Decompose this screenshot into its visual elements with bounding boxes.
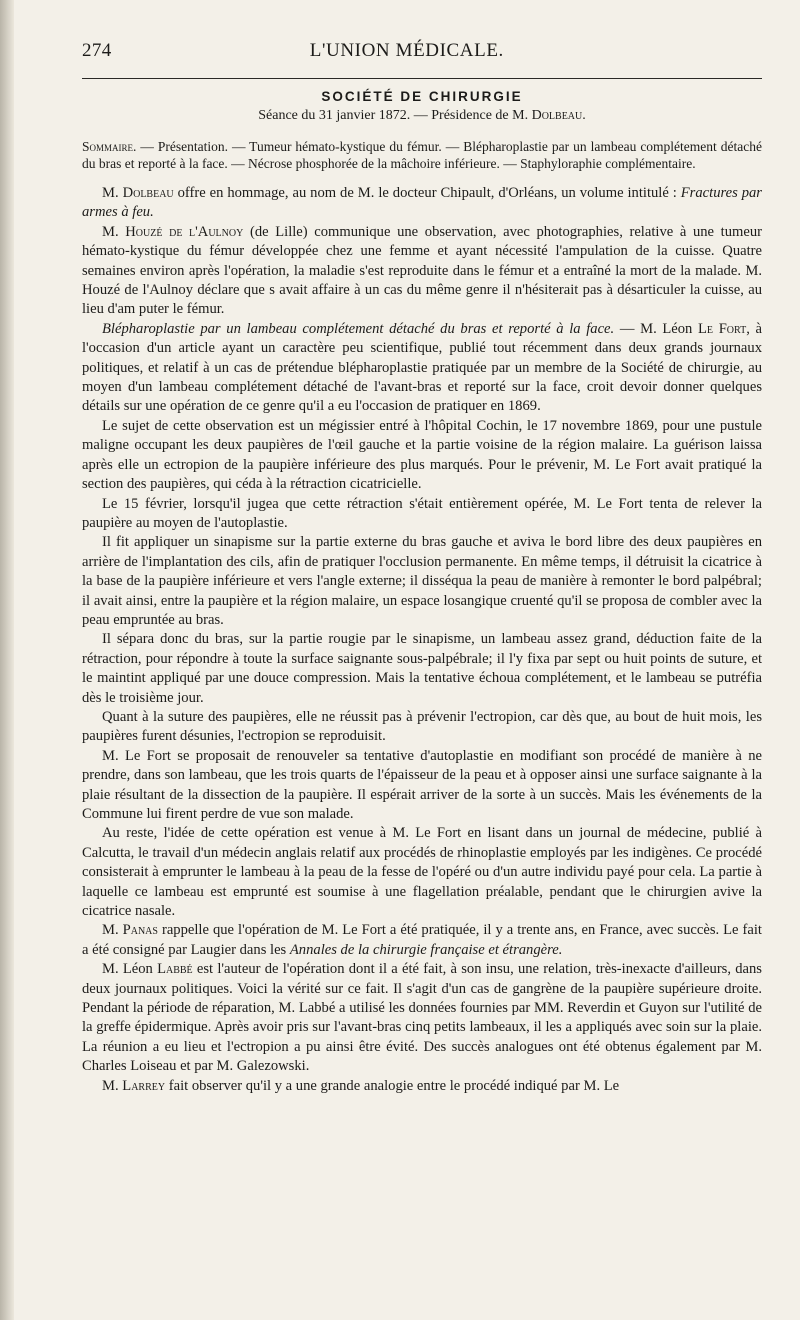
session-line [82,108,762,124]
paragraph-13 [82,1077,762,1096]
paragraph-4: Le sujet de cette observation est un mégissier entré à l'hôpital Cochin, le 17 novembre 1869, pour une pustule maligne occupant les deux paupières de l'œil gauche et la partie voisine de la région malaire. La guérison laissa après elle un ectropion de la paupière inférieure des plus marqués. Pour le prévenir, M. Le Fort avait pratiqué la section des paupières, qui céda à la rétraction cicatricielle. [82,417,762,493]
p12-text-b: est l'auteur de l'opération dont il a été fait, à son insu, une relation, très-inexacte d'ailleurs, dans deux journaux politiques. Voici la vérité sur ce fait. Il s'agit d'un cas de gangrène de la paupière supérieure droite. Pendant la période de réparation, M. Labbé a utilisé les données fournies par MM. Reverdin et Guyon sur l'utilité de la greffe épidermique. Après avoir pris sur l'avant-bras cinq petits lambeaux, il les a appliqués avec soin sur la plaie. La réunion a eu lieu et l'ectropion a pu ainsi être évité. Des succès analogues ont été obtenus également par M. Charles Loiseau et par M. Galezowski. [82,961,762,1075]
p13-text-b: fait observer qu'il y a une grande analogie entre le procédé indiqué par M. Le [165,1077,620,1094]
paragraph-7: Il sépara donc du bras, sur la partie rougie par le sinapisme, un lambeau assez grand, déduction faite de la rétraction, pour répondre à toute la surface saignante sous-palpébrale; il l'y fixa par sept ou huit points de suture, et le maintint appliqué par une douce compression. Mais la tentative échoua complétement, et le lambeau se putréfia dès le troisième jour. [82,631,762,706]
p1-book-title: Fractures par armes à feu. [82,185,762,221]
header-rule [82,78,762,79]
running-head [82,40,762,74]
paragraph-2 [82,223,762,320]
p12-text-a: M. Léon [102,961,158,978]
paragraph-8: Quant à la suture des paupières, elle ne réussit pas à prévenir l'ectropion, car dès que, au bout de huit mois, les paupières furent désunies, l'ectropion se reproduisit. [82,708,762,745]
paragraph-9: M. Le Fort se proposait de renouveler sa tentative d'autoplastie en modifiant son procédé de manière à ne prendre, dans son lambeau, que les trois quarts de l'épaisseur de la peau et à opposer ainsi une surface saignante à la plaie résultant de la dissection de la paupière. Il espérait arriver de la sorte à un succès. Mais les événements de la Commune lui firent perdre de vue son malade. [82,747,762,822]
p3-text-a: — M. Léon [614,320,699,337]
page-number: 274 [82,40,112,61]
p2-speaker: Houzé de l'Aulnoy [125,223,244,240]
p2-text-a: M. [102,223,126,240]
p3-topic-heading: Blépharoplastie par un lambeau complétement détaché du bras et reporté à la face. [102,320,615,337]
paragraph-6: Il fit appliquer un sinapisme sur la partie externe du bras gauche et aviva le bord libre des deux paupières en arrière de l'implantation des cils, afin de pratiquer l'occlusion permanente. En même temps, il détruisit la cicatrice à la base de la paupière inférieure et vers l'angle externe; il disséqua la peau de manière à remonter le bord palpébral; il avait ainsi, entre la paupière et la région malaire, un espace losangique cruenté qu'il se proposa de combler avec la peau empruntée au bras. [82,534,762,628]
session-prefix: Séance du 31 janvier 1872. — Présidence de M. [258,108,532,123]
p11-journal-title: Annales de la chirurgie française et étrangère. [289,941,563,958]
summary-label: Sommaire. [82,139,137,154]
p1-text-a: M. [102,185,123,201]
session-president: Dolbeau. [531,108,586,123]
p13-speaker: Larrey [122,1077,166,1094]
p12-speaker: Labbé [157,961,193,978]
paragraph-11 [82,921,762,960]
paragraph-3 [82,320,762,417]
p13-text-a: M. [102,1077,123,1094]
p2-text-b: (de Lille) communique une observation, avec photographies, relative à une tumeur hémato-kystique du fémur développée chez une femme et ayant nécessité l'ampulation de la cuisse. Quatre semaines environ après l'opération, la maladie s'est reproduite dans le fémur et a entraîné la mort de la malade. M. Houzé de l'Aulnoy déclare que s avait affaire à un cas du même genre il n'hésiterait pas à désarticuler la cuisse, au lieu d'am puter le fémur. [82,223,762,318]
paragraph-1 [82,184,762,223]
section-title: SOCIÉTÉ DE CHIRURGIE [321,89,523,104]
paragraph-12 [82,960,762,1076]
p3-speaker: Le Fort [698,320,747,337]
summary-text: — Présentation. — Tumeur hémato-kystique du fémur. — Blépharoplastie par un lambeau complétement détaché du bras et reporté à la face. — Nécrose phosphorée de la mâchoire inférieure. — Staphyloraphie complémentaire. [82,139,762,171]
p11-speaker: Panas [122,922,158,939]
journal-title: L'UNION MÉDICALE. [309,40,504,61]
paragraph-10: Au reste, l'idée de cette opération est venue à M. Le Fort en lisant dans un journal de médecine, publié à Calcutta, le travail d'un médecin anglais relatif aux procédés de rhinoplastie employés par les indigènes. Ce procédé consisterait à emprunter le lambeau à la peau de la fesse de l'opéré ou d'un autre individu payé pour cela. La partie à laquelle ce lambeau est emprunté est soumise à une flagellation préalable, pendant que le chirurgien avive la cicatrice nasale. [82,825,762,920]
paragraph-5: Le 15 février, lorsqu'il jugea que cette rétraction s'était entièrement opérée, M. Le Fort tenta de relever la paupière au moyen de l'autoplastie. [82,495,762,531]
p1-speaker: Dolbeau [122,185,174,201]
p11-text-b: rappelle que l'opération de M. Le Fort a été pratiquée, il y a trente ans, en France, avec succès. Le fait a été consigné par Laugier dans les [82,922,762,958]
p11-text-a: M. [102,922,123,939]
p1-text-b: offre en hommage, au nom de M. le docteur Chipault, d'Orléans, un volume intitulé : [173,185,681,201]
p3-text-b: , à l'occasion d'un article ayant un caractère peu scientifique, publié tout récemment dans deux grands journaux politiques, et relatif à un cas de prétendue blépharoplastie pratiquée par un membre de la Société de chirurgie, au moyen d'un lambeau complétement détaché de l'avant-bras et reporté sur la face, croit devoir donner quelques détails sur une opération de ce genre qu'il a eu l'occasion de pratiquer en 1869. [82,320,762,415]
summary [82,138,762,172]
